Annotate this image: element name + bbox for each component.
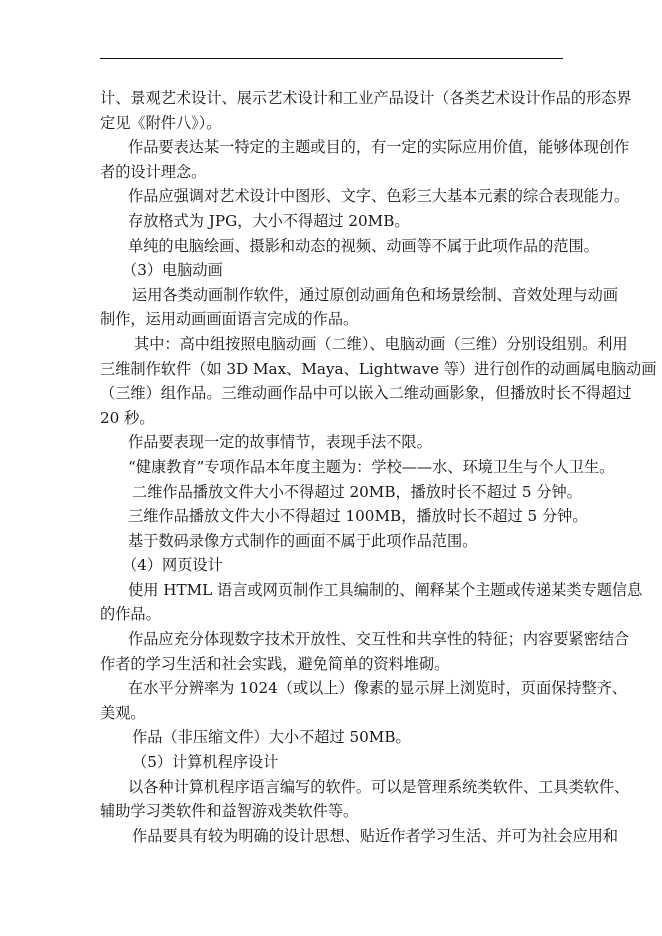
text-line: 者的设计理念。 [100,162,207,181]
text-line: 三维制作软件（如 3D Max、Maya、Lightwave 等）进行创作的动画属电脑动画 [100,359,657,378]
document-body [100,86,657,848]
text-line: 20 秒。 [100,408,155,427]
text-line: 制作，运用动画画面语言完成的作品。 [100,310,359,329]
text-line: 二维作品播放文件大小不得超过 20MB，播放时长不超过 5 分钟。 [132,482,582,501]
section-heading-programming: （5）计算机程序设计 [132,753,279,772]
text-line: 其中：高中组按照电脑动画（二维）、电脑动画（三维）分别设组别。利用 [134,334,628,353]
text-line: 以各种计算机程序语言编写的软件。可以是管理系统类软件、工具类软件、 [128,777,630,796]
text-line: 作品应强调对艺术设计中图形、文字、色彩三大基本元素的综合表现能力。 [128,187,630,206]
text-line: 作品要表现一定的故事情节，表现手法不限。 [128,433,432,452]
text-line: 在水平分辨率为 1024（或以上）像素的显示屏上浏览时，页面保持整齐、 [128,679,628,698]
text-line: 定见《附件八》）。 [100,113,222,132]
text-line: 作品（非压缩文件）大小不超过 50MB。 [132,728,411,747]
text-line: 存放格式为 JPG，大小不得超过 20MB。 [128,211,410,230]
text-line: 作者的学习生活和社会实践，避免简单的资料堆砌。 [100,654,450,673]
text-line: 基于数码录像方式制作的画面不属于此项作品范围。 [128,531,478,550]
header-rule [100,58,563,59]
text-line: “健康教育”专项作品本年度主题为：学校——水、环境卫生与个人卫生。 [128,457,615,476]
text-line: 三维作品播放文件大小不得超过 100MB，播放时长不超过 5 分钟。 [128,507,588,526]
text-line: （三维）组作品。三维动画作品中可以嵌入二维动画影象，但播放时长不得超过 [100,384,632,403]
section-heading-computer-animation: （3）电脑动画 [122,261,223,280]
text-line: 单纯的电脑绘画、摄影和动态的视频、动画等不属于此项作品的范围。 [128,236,599,255]
text-line: 运用各类动画制作软件，通过原创动画角色和场景绘制、音效处理与动画 [132,285,618,304]
text-line: 作品应充分体现数字技术开放性、交互性和共享性的特征；内容要紧密结合 [128,630,630,649]
text-line: 使用 HTML 语言或网页制作工具编制的、阐释某个主题或传递某类专题信息 [128,580,643,599]
text-line: 辅助学习类软件和益智游戏类软件等。 [100,802,359,821]
text-line: 计、景观艺术设计、展示艺术设计和工业产品设计（各类艺术设计作品的形态界 [100,89,632,107]
text-line: 作品要表达某一特定的主题或目的，有一定的实际应用价值，能够体现创作 [128,138,630,157]
text-line: 美观。 [100,703,146,722]
text-line: 的作品。 [100,605,161,624]
section-heading-web-design: （4）网页设计 [122,556,223,575]
text-line: 作品要具有较为明确的设计思想、贴近作者学习生活、并可为社会应用和 [132,826,618,845]
